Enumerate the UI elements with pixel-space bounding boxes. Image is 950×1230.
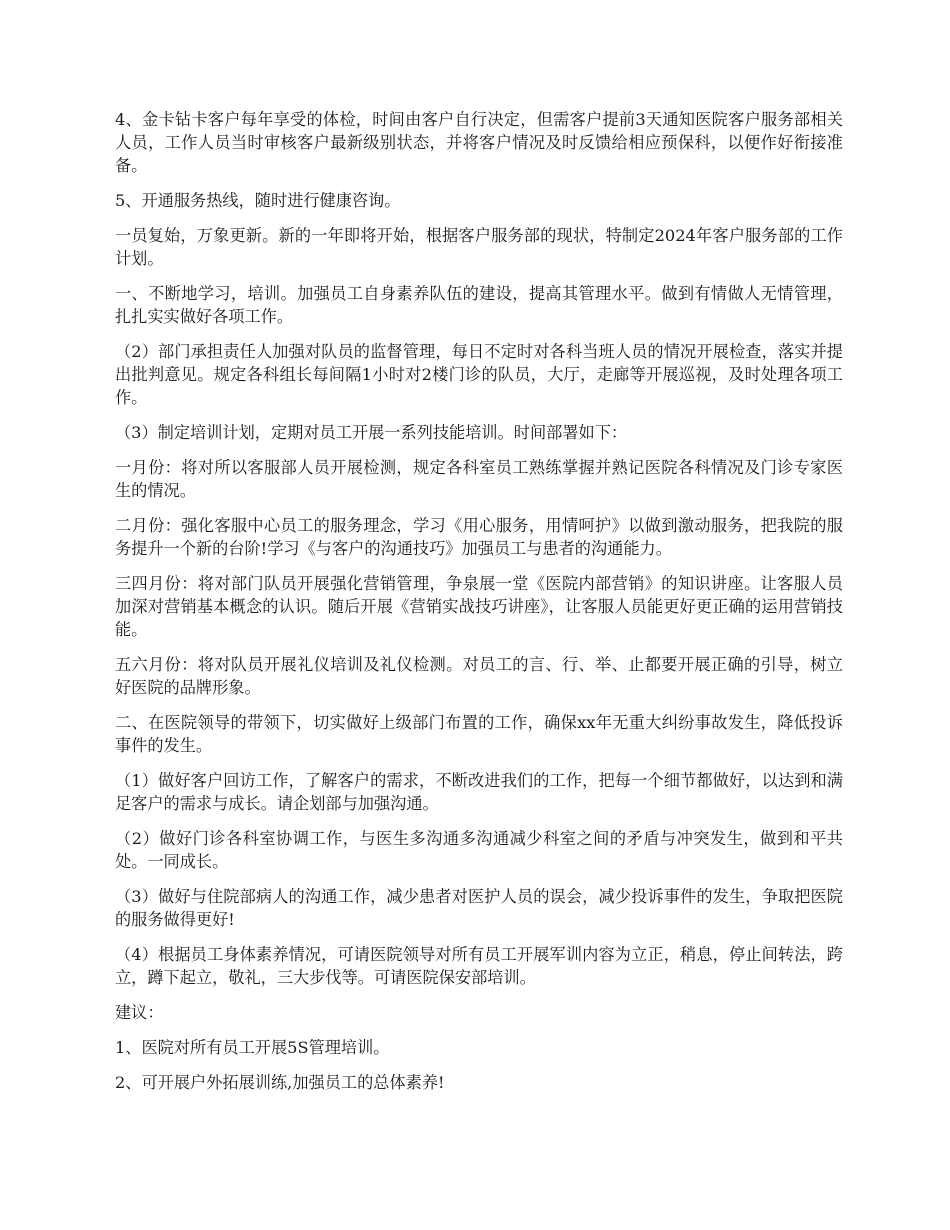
paragraph-vip-checkup: 4、金卡钻卡客户每年享受的体检，时间由客户自行决定，但需客户提前3天通知医院客户服务部相关人员，工作人员当时审核客户最新级别状态，并将客户情况及时反馈给相应预保科，以便作好衔接准备。 — [115, 110, 843, 175]
paragraph-may-june: 五六月份：将对队员开展礼仪培训及礼仪检测。对员工的言、行、举、止都要开展正确的引导，树立好医院的品牌形象。 — [115, 655, 843, 697]
paragraph-item-supervision: （2）部门承担责任人加强对队员的监督管理，每日不定时对各科当班人员的情况开展检查，落实并提出批判意见。规定各科组长每间隔1小时对2楼门诊的队员，大厅，走廊等开展巡视，及时处理各项工作。 — [115, 342, 843, 407]
paragraph-item-military-training: （4）根据员工身体素养情况，可请医院领导对所有员工开展军训内容为立正，稍息，停止间转法，跨立，蹲下起立，敬礼，三大步伐等。可请医院保安部培训。 — [115, 945, 843, 987]
paragraph-suggestion-outdoor: 2、可开展户外拓展训练,加强员工的总体素养! — [115, 1073, 445, 1092]
paragraph-february: 二月份：强化客服中心员工的服务理念，学习《用心服务，用情呵护》以做到激动服务，把我院的服务提升一个新的台阶!学习《与客户的沟通技巧》加强员工与患者的沟通能力。 — [115, 516, 843, 558]
document-body — [115, 108, 843, 1106]
paragraph-january: 一月份：将对所以客服部人员开展检测，规定各科室员工熟练掌握并熟记医院各科情况及门诊专家医生的情况。 — [115, 458, 843, 500]
paragraph-item-coordination: （2）做好门诊各科室协调工作，与医生多沟通多沟通减少科室之间的矛盾与冲突发生，做到和平共处。一同成长。 — [115, 829, 843, 871]
paragraph-item-inpatient: （3）做好与住院部病人的沟通工作，减少患者对医护人员的误会，减少投诉事件的发生，争取把医院的服务做得更好! — [115, 887, 843, 929]
paragraph-suggestion-5s: 1、医院对所有员工开展5S管理培训。 — [115, 1038, 390, 1057]
paragraph-suggestions-heading: 建议： — [115, 1003, 164, 1022]
paragraph-item-followup: （1）做好客户回访工作，了解客户的需求，不断改进我们的工作，把每一个细节都做好，以达到和满足客户的需求与成长。请企划部与加强沟通。 — [115, 771, 843, 813]
paragraph-section-two: 二、在医院领导的带领下，切实做好上级部门布置的工作，确保xx年无重大纠纷事故发生，降低投诉事件的发生。 — [115, 713, 843, 755]
paragraph-march-april: 三四月份：将对部门队员开展强化营销管理，争泉展一堂《医院内部营销》的知识讲座。让客服人员加深对营销基本概念的认识。随后开展《营销实战技巧讲座》，让客服人员能更好更正确的运用营销技能。 — [115, 574, 843, 639]
paragraph-section-one: 一、不断地学习，培训。加强员工自身素养队伍的建设，提高其管理水平。做到有情做人无情管理，扎扎实实做好各项工作。 — [115, 284, 843, 326]
paragraph-plan-intro: 一员复始，万象更新。新的一年即将开始，根据客户服务部的现状，特制定2024年客户服务部的工作计划。 — [115, 226, 843, 268]
paragraph-item-training-plan: （3）制定培训计划，定期对员工开展一系列技能培训。时间部署如下： — [115, 423, 628, 442]
paragraph-service-hotline: 5、开通服务热线，随时进行健康咨询。 — [115, 191, 401, 210]
